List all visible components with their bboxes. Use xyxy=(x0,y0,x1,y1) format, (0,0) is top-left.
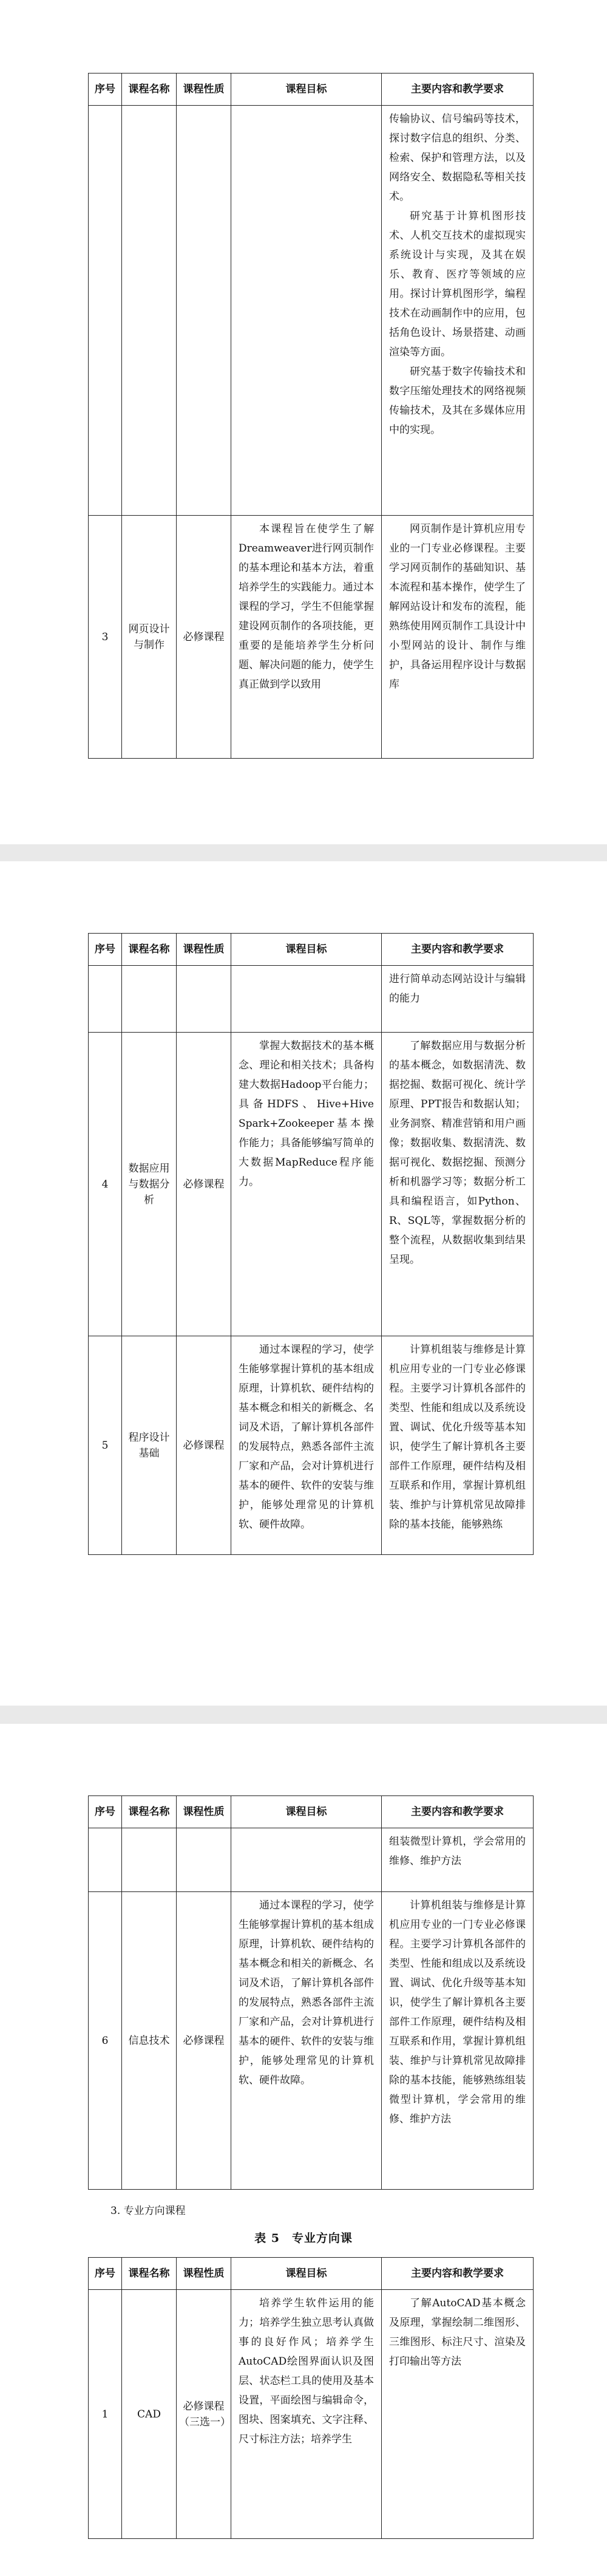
header-content: 主要内容和教学要求 xyxy=(382,1796,534,1828)
row-course-type: 必修课程 xyxy=(177,1336,231,1555)
row-no: 6 xyxy=(89,1892,122,2190)
row-course-name: 数据应用与数据分析 xyxy=(122,1033,177,1336)
content-cell-continued xyxy=(382,106,534,516)
row-no: 4 xyxy=(89,1033,122,1336)
table-row-continued xyxy=(89,106,534,516)
header-no: 序号 xyxy=(89,2258,122,2290)
content-paragraph: 传输协议、信号编码等技术，探讨数字信息的组织、分类、检索、保护和管理方法，以及网络安全、数据隐私等相关技术。 xyxy=(389,113,526,203)
row-course-name: 程序设计基础 xyxy=(122,1336,177,1555)
content-cell-continued: 组装微型计算机，学会常用的维修、维护方法 xyxy=(382,1828,534,1892)
header-course-type: 课程性质 xyxy=(177,1796,231,1828)
header-content: 主要内容和教学要求 xyxy=(382,73,534,106)
header-course-type: 课程性质 xyxy=(177,2258,231,2290)
header-course-type: 课程性质 xyxy=(177,934,231,966)
table-row-continued xyxy=(89,966,534,1033)
course-table-page-3 xyxy=(88,1795,534,2190)
table-header-row xyxy=(89,934,534,966)
table-row xyxy=(89,516,534,759)
header-course-name: 课程名称 xyxy=(122,1796,177,1828)
row-content: 了解AutoCAD基本概念及原理，掌握绘制二维图形、三维图形、标注尺寸、渲染及打印输出等方法 xyxy=(382,2290,534,2539)
table-header-row xyxy=(89,1796,534,1828)
header-content: 主要内容和教学要求 xyxy=(382,934,534,966)
table-header-row xyxy=(89,73,534,106)
header-course-goal: 课程目标 xyxy=(231,2258,382,2290)
table-row xyxy=(89,1336,534,1555)
header-no: 序号 xyxy=(89,1796,122,1828)
page-1 xyxy=(0,0,607,844)
table-caption: 表 5 专业方向课 xyxy=(254,2232,353,2245)
row-course-name: 信息技术 xyxy=(122,1892,177,2190)
header-course-goal: 课程目标 xyxy=(231,934,382,966)
header-course-name: 课程名称 xyxy=(122,934,177,966)
row-course-type: 必修课程 xyxy=(177,1892,231,2190)
row-no: 1 xyxy=(89,2290,122,2539)
table-row xyxy=(89,1892,534,2190)
header-course-name: 课程名称 xyxy=(122,73,177,106)
page-3 xyxy=(0,1724,607,2576)
header-course-goal: 课程目标 xyxy=(231,73,382,106)
content-paragraph: 研究基于计算机图形技术、人机交互技术的虚拟现实系统设计与实现，及其在娱乐、教育、医疗等领域的应用。探讨计算机图形学，编程技术在动画制作中的应用，包括角色设计、场景搭建、动画渲染等方面。 xyxy=(389,210,526,358)
row-course-name: CAD xyxy=(122,2290,177,2539)
table-row xyxy=(89,1033,534,1336)
content-cell-continued: 进行简单动态网站设计与编辑的能力 xyxy=(382,966,534,1033)
course-table-page-1 xyxy=(88,73,534,759)
row-content: 了解数据应用与数据分析的基本概念，如数据清洗、数据挖掘、数据可视化、统计学原理、PPT报告和数据认知；业务洞察、精准营销和用户画像；数据收集、数据清洗、数据可视化、数据挖掘、预测分析和机器学习等；数据分析工具和编程语言，如Python、R、SQL等，掌握数据分析的整个流程，从数据收集到结果呈现。 xyxy=(382,1033,534,1336)
course-table-page-2 xyxy=(88,933,534,1555)
header-course-name: 课程名称 xyxy=(122,2258,177,2290)
row-course-goal: 掌握大数据技术的基本概念、理论和相关技术；具备构建大数据Hadoop平台能力；具备HDFS、Hive+Hive Spark+Zookeeper基本操作能力；具备能够编写简单的大数据MapReduce程序能力。 xyxy=(231,1033,382,1336)
row-content: 网页制作是计算机应用专业的一门专业必修课程。主要学习网页制作的基础知识、基本流程和基本操作，使学生了解网站设计和发布的流程，能熟练使用网页制作工具设计中小型网站的设计、制作与维护，具备运用程序设计与数据库 xyxy=(382,516,534,759)
header-no: 序号 xyxy=(89,73,122,106)
row-no: 5 xyxy=(89,1336,122,1555)
row-course-goal: 培养学生软件运用的能力；培养学生独立思考认真做事的良好作风；培养学生AutoCAD绘图界面认识及图层、状态栏工具的使用及基本设置，平面绘图与编辑命令，图块、图案填充、文字注释、尺寸标注方法；培养学生 xyxy=(231,2290,382,2539)
row-course-goal: 本课程旨在使学生了解Dreamweaver进行网页制作的基本理论和基本方法，着重培养学生的实践能力。通过本课程的学习，学生不但能掌握建设网页制作的各项技能，更重要的是能培养学生分析问题、解决问题的能力，使学生真正做到学以致用 xyxy=(231,516,382,759)
header-no: 序号 xyxy=(89,934,122,966)
table-row xyxy=(89,2290,534,2539)
table-header-row xyxy=(89,2258,534,2290)
header-content: 主要内容和教学要求 xyxy=(382,2258,534,2290)
row-course-goal: 通过本课程的学习，使学生能够掌握计算机的基本组成原理，计算机软、硬件结构的基本概念和相关的新概念、名词及术语，了解计算机各部件的发展特点，熟悉各部件主流厂家和产品，会对计算机进行基本的硬件、软件的安装与维护，能够处理常见的计算机软、硬件故障。 xyxy=(231,1336,382,1555)
page-2 xyxy=(0,861,607,1706)
row-course-type: 必修课程 xyxy=(177,1033,231,1336)
row-course-name: 网页设计与制作 xyxy=(122,516,177,759)
header-course-goal: 课程目标 xyxy=(231,1796,382,1828)
row-course-type: 必修课程 xyxy=(177,516,231,759)
table-row-continued xyxy=(89,1828,534,1892)
row-content: 计算机组装与维修是计算机应用专业的一门专业必修课程。主要学习计算机各部件的类型、性能和组成以及系统设置、调试、优化升级等基本知识，使学生了解计算机各主要部件工作原理，硬件结构及相互联系和作用，掌握计算机组装、维护与计算机常见故障排除的基本技能，能够熟练 xyxy=(382,1336,534,1555)
direction-course-table xyxy=(88,2257,534,2539)
row-course-type: 必修课程（三选一） xyxy=(177,2290,231,2539)
row-course-goal: 通过本课程的学习，使学生能够掌握计算机的基本组成原理，计算机软、硬件结构的基本概念和相关的新概念、名词及术语，了解计算机各部件的发展特点，熟悉各部件主流厂家和产品，会对计算机进行基本的硬件、软件的安装与维护，能够处理常见的计算机软、硬件故障。 xyxy=(231,1892,382,2190)
content-paragraph: 研究基于数字传输技术和数字压缩处理技术的网络视频传输技术，及其在多媒体应用中的实现。 xyxy=(389,366,526,436)
row-content: 计算机组装与维修是计算机应用专业的一门专业必修课程。主要学习计算机各部件的类型、性能和组成以及系统设置、调试、优化升级等基本知识，使学生了解计算机各主要部件工作原理，硬件结构及相互联系和作用，掌握计算机组装、维护与计算机常见故障排除的基本技能，能够熟练组装微型计算机，学会常用的维修、维护方法 xyxy=(382,1892,534,2190)
section-note: 3. 专业方向课程 xyxy=(110,2205,186,2217)
row-no: 3 xyxy=(89,516,122,759)
header-course-type: 课程性质 xyxy=(177,73,231,106)
